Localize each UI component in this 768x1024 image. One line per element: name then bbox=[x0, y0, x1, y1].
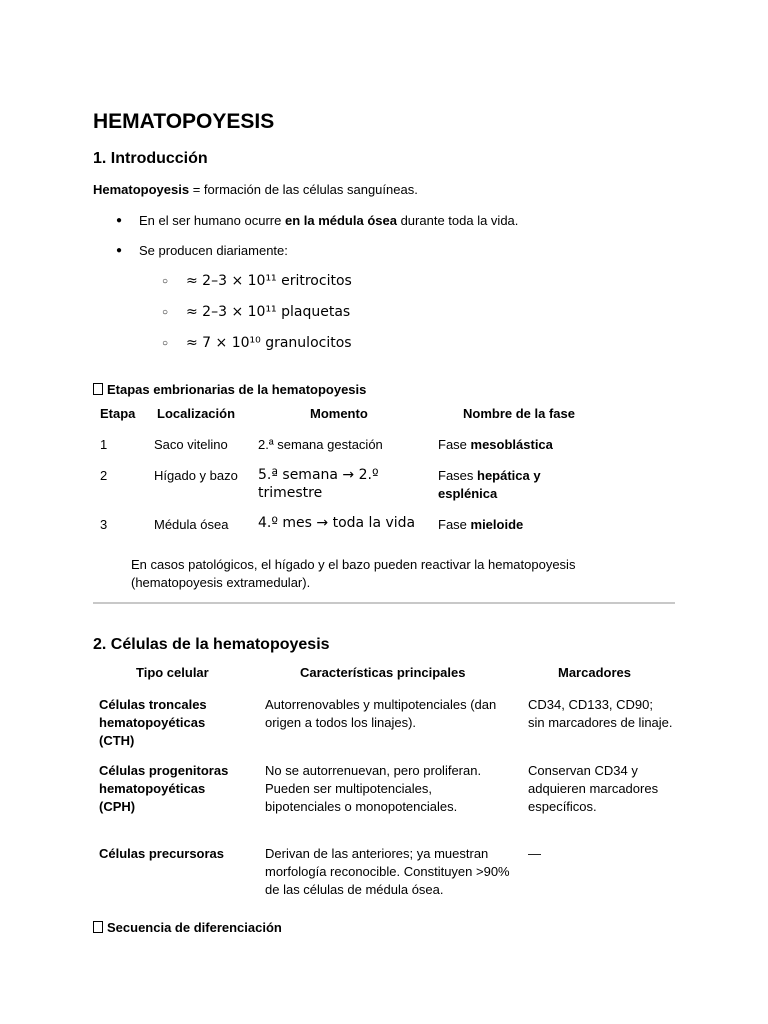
stages-header-fase: Nombre de la fase bbox=[463, 406, 575, 421]
stages-heading bbox=[93, 382, 366, 397]
stage-row-2-etapa: 2 bbox=[100, 468, 108, 483]
section-divider bbox=[93, 602, 675, 604]
sub-bullet-icon: ○ bbox=[162, 338, 169, 349]
stage-row-1-momento: 2.ª semana gestación bbox=[258, 437, 383, 452]
definition-text: = formación de las células sanguíneas. bbox=[189, 182, 418, 197]
sequence-heading bbox=[93, 920, 282, 935]
fase-text: Fases bbox=[438, 468, 478, 483]
page-title: HEMATOPOYESIS bbox=[93, 110, 275, 133]
sequence-heading-text: Secuencia de diferenciación bbox=[107, 920, 282, 935]
extramedullary-note: En casos patológicos, el hígado y el bazo pueden reactivar la hematopoyesis (hematopoyesis extramedular). bbox=[131, 557, 576, 590]
cells-header-marcadores: Marcadores bbox=[558, 665, 631, 680]
fase-bold-text: hepática y esplénica bbox=[438, 468, 541, 501]
bullet-bold-text: en la médula ósea bbox=[284, 213, 397, 228]
fase-text: Fase bbox=[438, 437, 471, 452]
fase-text: Fase bbox=[438, 517, 471, 532]
bullet-text: En el ser humano ocurre bbox=[139, 213, 285, 228]
cell-row-2-marcadores: Conservan CD34 y adquieren marcadores específicos. bbox=[528, 763, 659, 814]
section-heading-cells: 2. Células de la hematopoyesis bbox=[93, 636, 330, 653]
stages-header-localizacion: Localización bbox=[157, 406, 236, 421]
stage-row-1-localizacion: Saco vitelino bbox=[154, 437, 228, 452]
stages-header-etapa: Etapa bbox=[100, 406, 136, 421]
stage-row-3-etapa: 3 bbox=[100, 517, 108, 532]
cell-row-3-caracteristicas: Derivan de las anteriores; ya muestran morfología reconocible. Constituyen >90% de las células de médula ósea. bbox=[265, 846, 510, 897]
sub-bullet-icon: ○ bbox=[162, 307, 169, 318]
missing-glyph-icon bbox=[93, 383, 103, 395]
cell-row-2-caracteristicas: No se autorrenuevan, pero proliferan. Pueden ser multipotenciales, bipotenciales o monopotenciales. bbox=[265, 763, 482, 814]
fase-bold-text: mesoblástica bbox=[470, 437, 553, 452]
cells-header-tipo: Tipo celular bbox=[136, 665, 209, 680]
sub-bullet-platelets: ≈ 2–3 × 10¹¹ plaquetas bbox=[186, 304, 351, 320]
sub-bullet-erythrocytes: ≈ 2–3 × 10¹¹ eritrocitos bbox=[186, 273, 352, 289]
bullet-icon: ● bbox=[116, 245, 123, 256]
bullet-item-location bbox=[139, 213, 518, 228]
definition-line bbox=[93, 182, 418, 197]
stage-row-3-momento: 4.º mes → toda la vida bbox=[258, 515, 416, 531]
cell-row-1-tipo: Células troncales hematopoyéticas (CTH) bbox=[99, 697, 207, 748]
stage-row-1-fase bbox=[438, 437, 553, 452]
stages-header-momento: Momento bbox=[310, 406, 368, 421]
fase-bold-text: mieloide bbox=[470, 517, 524, 532]
cell-row-3-tipo: Células precursoras bbox=[99, 846, 225, 861]
cell-row-3-marcadores: — bbox=[528, 846, 541, 861]
stage-row-3-localizacion: Médula ósea bbox=[154, 517, 229, 532]
cell-row-1-caracteristicas: Autorrenovables y multipotenciales (dan origen a todos los linajes). bbox=[265, 697, 497, 730]
definition-term: Hematopoyesis bbox=[93, 182, 190, 197]
stage-row-1-etapa: 1 bbox=[100, 437, 108, 452]
stage-row-2-momento: 5.ª semana → 2.º trimestre bbox=[258, 467, 379, 501]
cell-row-2-tipo: Células progenitoras hematopoyéticas (CPH) bbox=[99, 763, 229, 814]
bullet-item-daily: Se producen diariamente: bbox=[139, 243, 288, 258]
bullet-text: durante toda la vida. bbox=[396, 213, 519, 228]
cells-header-caracteristicas: Características principales bbox=[300, 665, 466, 680]
bullet-icon: ● bbox=[116, 215, 123, 226]
sub-bullet-icon: ○ bbox=[162, 276, 169, 287]
sub-bullet-granulocytes: ≈ 7 × 10¹⁰ granulocitos bbox=[186, 335, 352, 351]
cell-row-1-marcadores: CD34, CD133, CD90; sin marcadores de linaje. bbox=[528, 697, 673, 730]
section-heading-introduction: 1. Introducción bbox=[93, 150, 208, 167]
stage-row-3-fase bbox=[438, 517, 523, 532]
missing-glyph-icon bbox=[93, 921, 103, 933]
stage-row-2-localizacion: Hígado y bazo bbox=[154, 468, 238, 483]
stages-heading-text: Etapas embrionarias de la hematopoyesis bbox=[107, 382, 367, 397]
stage-row-2-fase bbox=[438, 467, 568, 503]
